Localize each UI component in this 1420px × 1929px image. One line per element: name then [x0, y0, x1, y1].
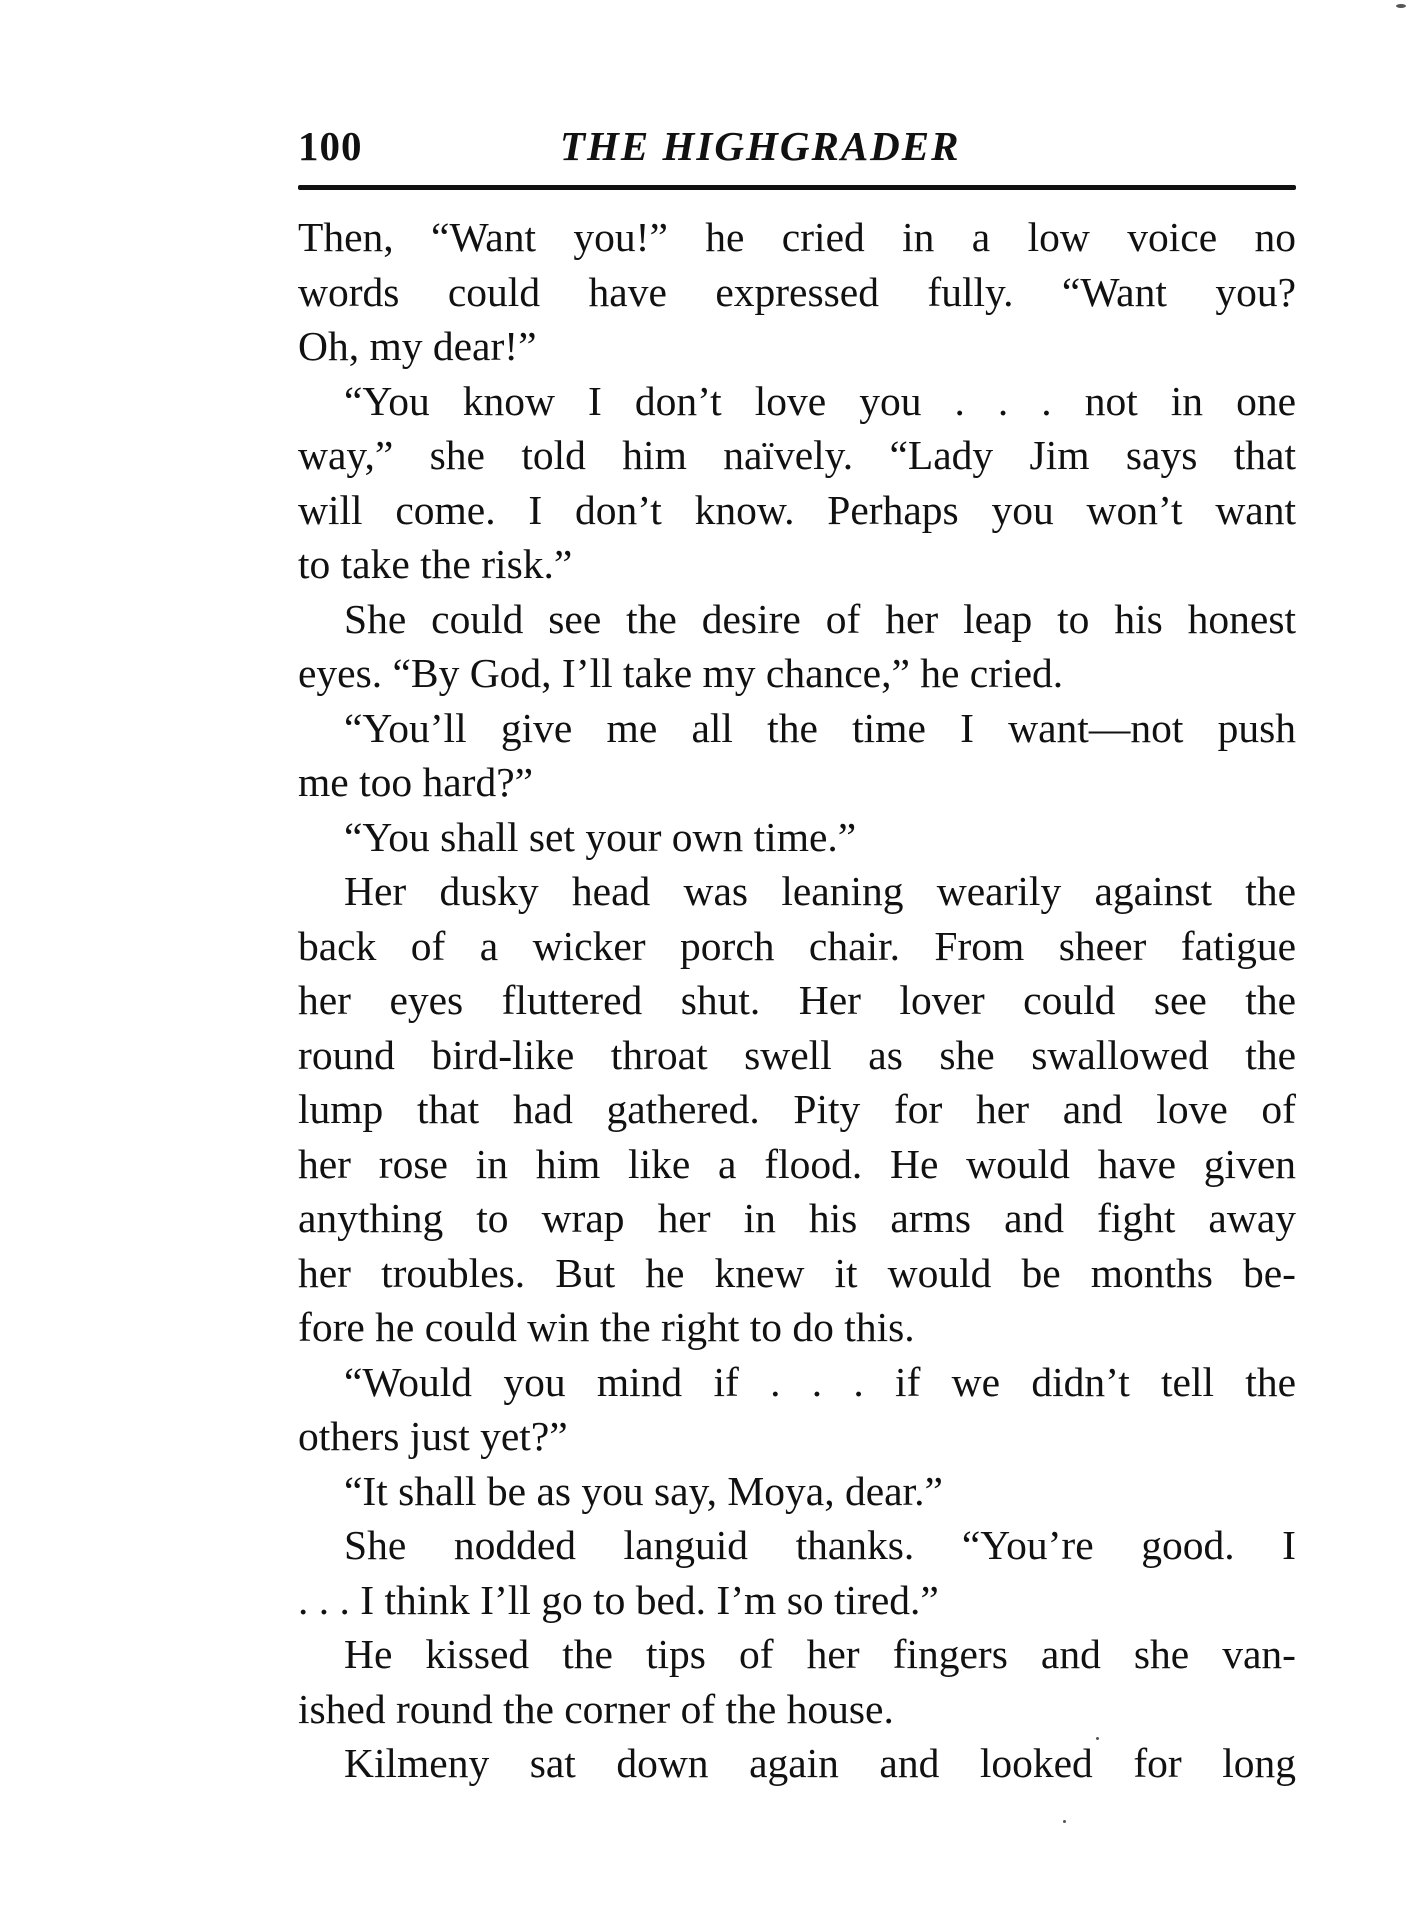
text-line: eyes. “By God, I’ll take my chance,” he cried. [298, 650, 1064, 696]
text-line: lump that had gathered. Pity for her and love of [298, 1086, 1296, 1132]
text-line: her eyes fluttered shut. Her lover could see the [298, 977, 1296, 1023]
text-line: She could see the desire of her leap to his honest [344, 595, 1296, 642]
text-line: She nodded languid thanks. “You’re good. I [344, 1522, 1296, 1568]
text-line: me too hard?” [298, 759, 534, 805]
text-line: others just yet?” [298, 1413, 568, 1459]
text-line: “It shall be as you say, Moya, dear.” [344, 1467, 943, 1514]
body-text [298, 210, 1296, 1791]
text-line: her troubles. But he knew it would be months be- [298, 1249, 1296, 1296]
text-line: fore he could win the right to do this. [298, 1304, 915, 1350]
scan-speck [1063, 1820, 1066, 1823]
text-line: ished round the corner of the house. [298, 1685, 894, 1732]
text-line: back of a wicker porch chair. From sheer fatigue [298, 922, 1296, 969]
text-line: to take the risk.” [298, 541, 573, 587]
text-line: round bird-like throat swell as she swallowed the [298, 1031, 1296, 1078]
header-rule [298, 185, 1296, 190]
text-line: “Would you mind if . . . if we didn’t tell the [344, 1358, 1296, 1405]
text-line: words could have expressed fully. “Want you? [298, 268, 1296, 315]
running-title: THE HIGHGRADER [560, 123, 961, 169]
text-line: . . . I think I’ll go to bed. I’m so tired.” [298, 1576, 939, 1623]
scan-speck [1396, 4, 1406, 8]
text-line: Oh, my dear!” [298, 323, 537, 369]
page-header [298, 122, 1298, 182]
text-line: “You’ll give me all the time I want—not push [344, 704, 1296, 751]
text-line: her rose in him like a flood. He would have given [298, 1140, 1296, 1187]
text-line: will come. I don’t know. Perhaps you won’t want [298, 486, 1296, 533]
text-line: Her dusky head was leaning wearily against the [344, 868, 1296, 914]
page-number: 100 [298, 123, 363, 169]
text-line: “You shall set your own time.” [344, 813, 857, 860]
scan-speck [1096, 1737, 1099, 1740]
text-line: Kilmeny sat down again and looked for long [344, 1740, 1296, 1786]
text-line: anything to wrap her in his arms and fight away [298, 1195, 1296, 1241]
text-line: way,” she told him naïvely. “Lady Jim says that [298, 432, 1296, 478]
text-line: Then, “Want you!” he cried in a low voice no [298, 214, 1296, 260]
text-line: “You know I don’t love you . . . not in one [344, 377, 1296, 424]
text-line: He kissed the tips of her fingers and she van- [344, 1631, 1296, 1677]
